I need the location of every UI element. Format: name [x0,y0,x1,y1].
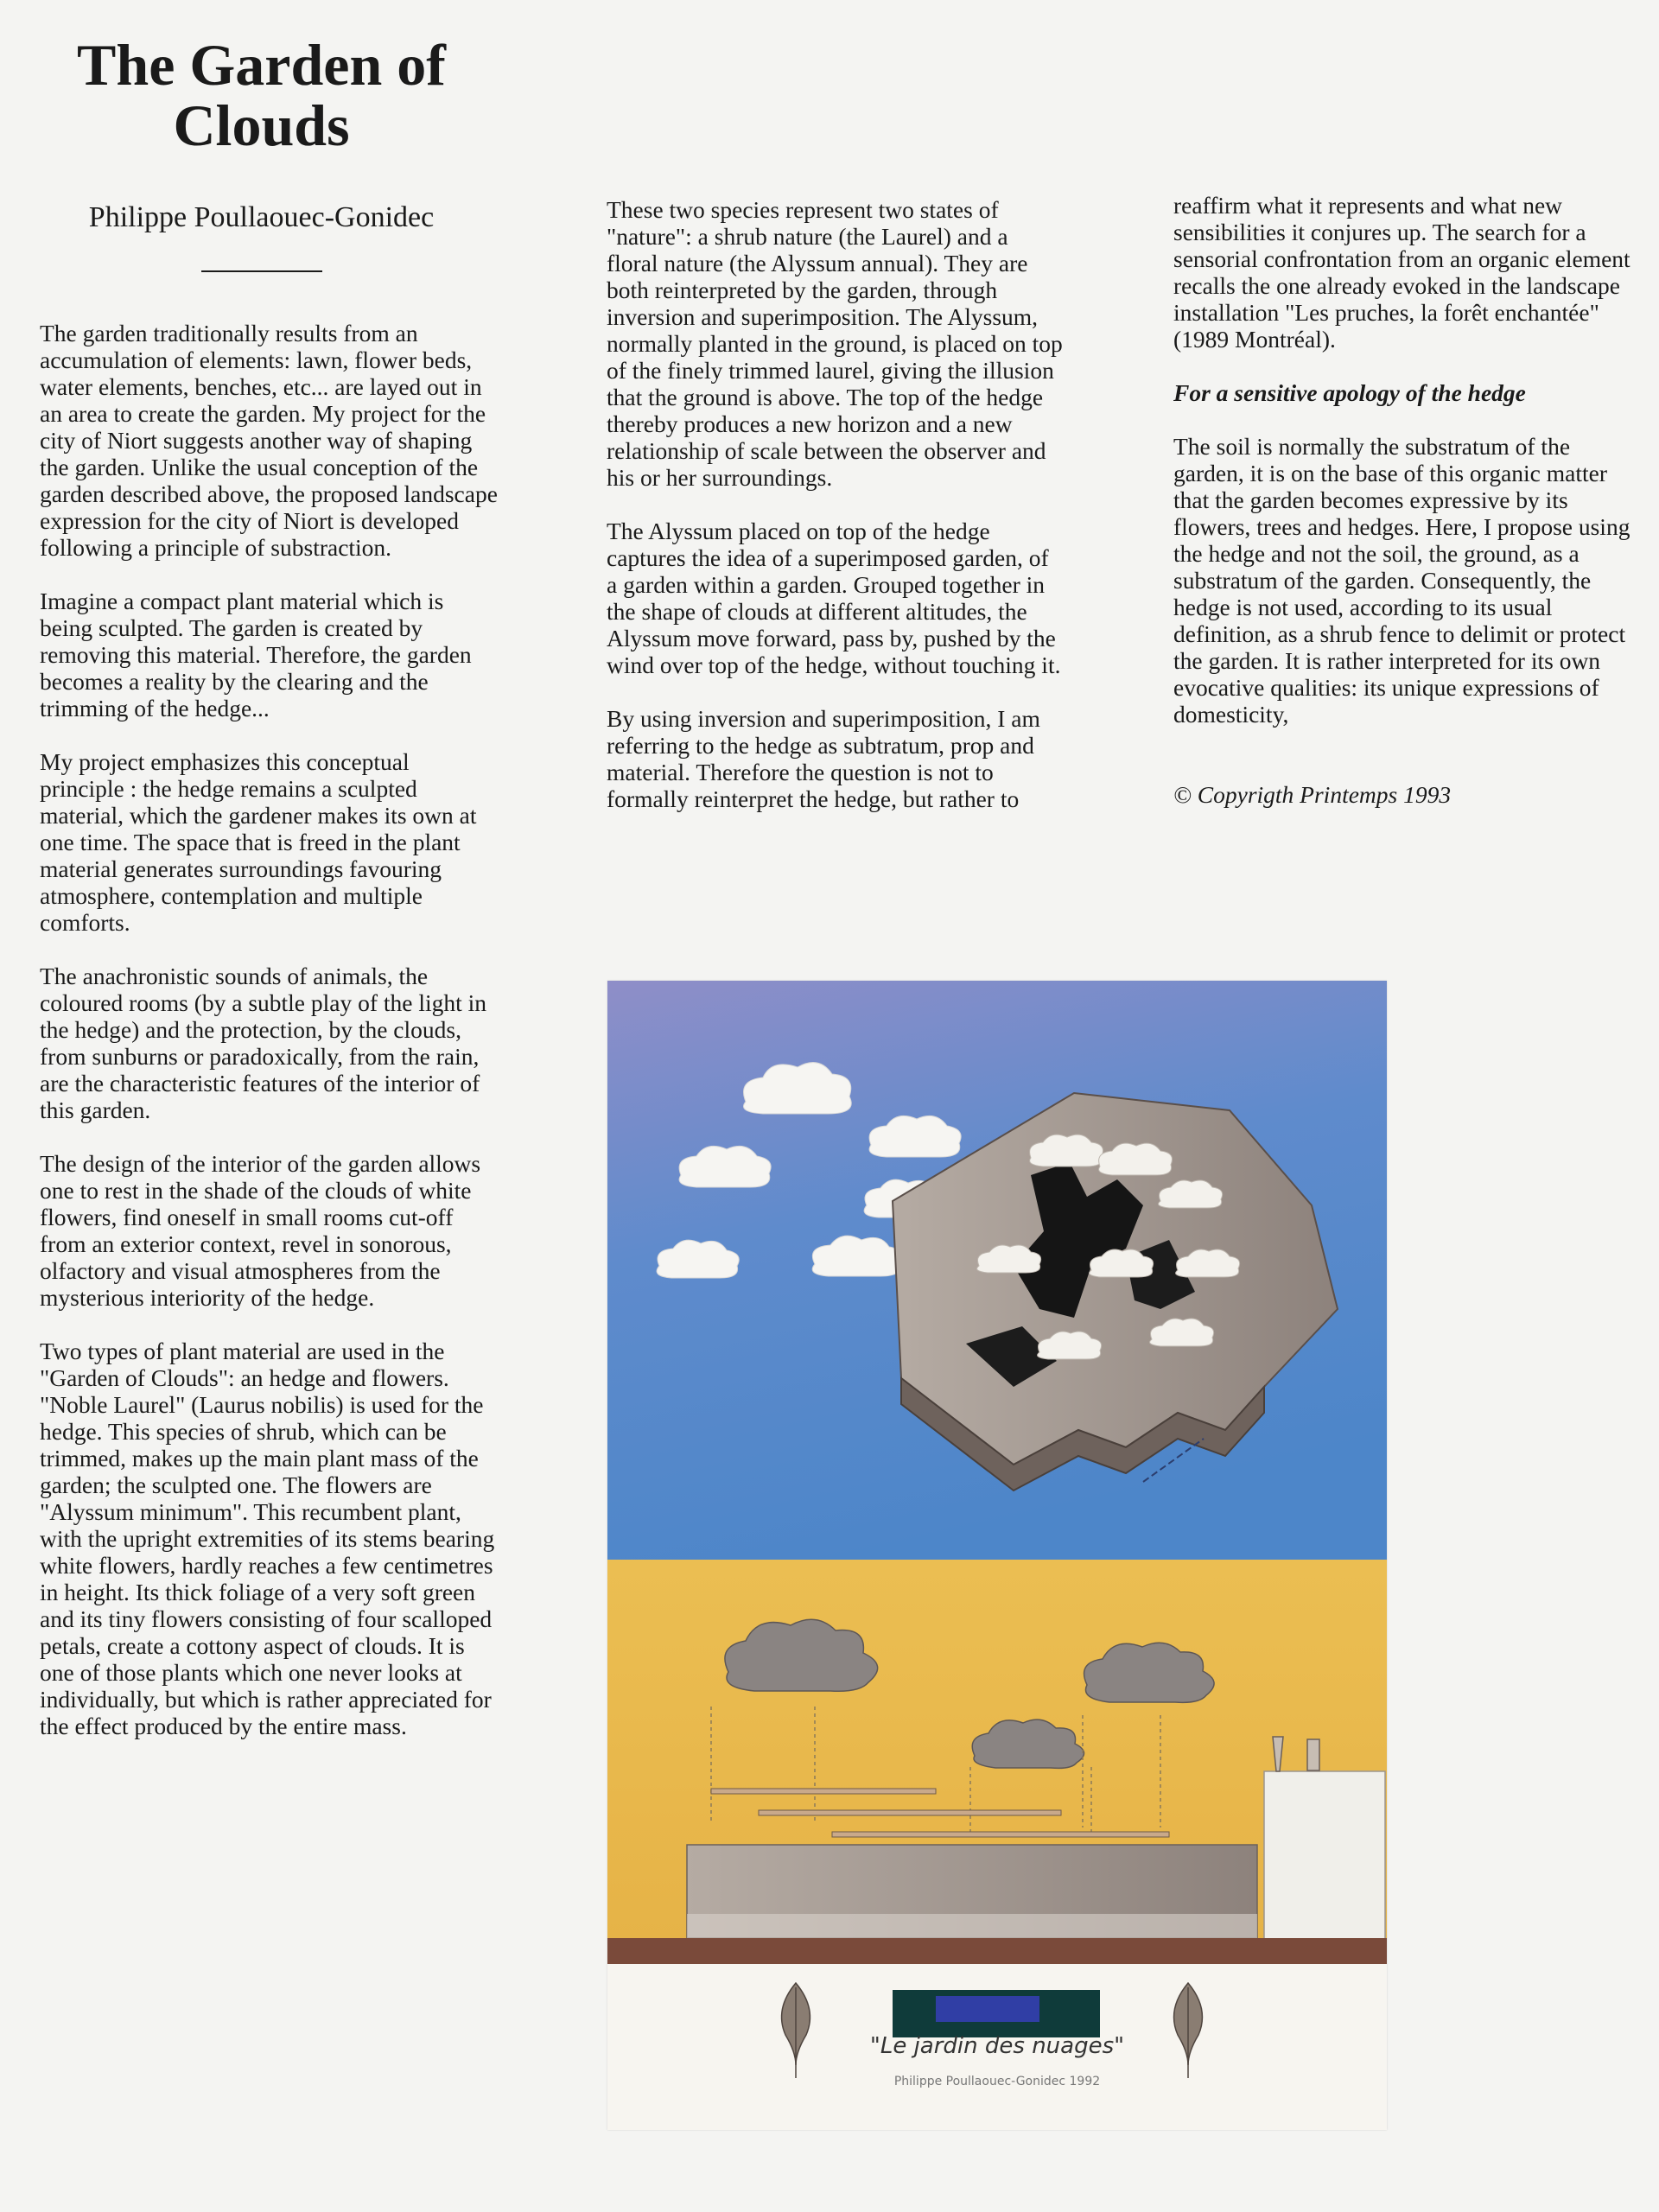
paragraph: Two types of plant material are used in the "Garden of Clouds": an hedge and flowers. "Noble Laurel" (Laurus nobilis) is used for the hedge. This species of shrub, which can be trimmed, makes up the main plant mass of the garden; the sculpted one. The flowers are "Alyssum minimum". This recumbent plant, with the upright extremities of its stems bearing white flowers, hardly reaches a few centimetres in height. Its thick foliage of a very soft green and its tiny flowers consisting of four scalloped petals, create a cottony aspect of clouds. It is one of those plants which one never looks at individually, but which is rather appreciated for the effect produced by the entire mass. [40,1338,495,1739]
section-subheading: For a sensitive apology of the hedge [1173,379,1526,406]
paragraph: reaffirm what it represents and what new sensibilities it conjures up. The search for a sensorial confrontation from an organic element recalls the one already evoked in the landscape installation "Les pruches, la forêt enchantée" (1989 Montréal). [1173,192,1630,353]
text-column-1 [40,320,498,1766]
paragraph: The soil is normally the substratum of the garden, it is on the base of this organic matter that the garden becomes expressive by its flowers, trees and hedges. Here, I propose using the hedge and not the soil, the ground, as a substratum of the garden. Consequently, the hedge is not used, according to its usual definition, as a shrub fence to delimit or protect the garden. It is rather interpreted for its own evocative qualities: its unique expressions of domesticity, [1173,433,1630,728]
garden-illustration [607,981,1387,2130]
house-elevation [1264,1771,1385,1940]
illustration-drawing [607,981,1387,2130]
paragraph: The anachronistic sounds of animals, the coloured rooms (by a subtle play of the light in the hedge) and the protection, by the clouds, from sunburns or paradoxically, from the rain, are the characteristic features of the interior of this garden. [40,963,487,1123]
paragraph: My project emphasizes this conceptual principle : the hedge remains a sculpted material, which the gardener makes its own at one time. The space that is freed in the plant material generates surroundings favouring atmosphere, contemplation and multiple comforts. [40,748,477,936]
leaf-icon-left [782,1983,810,2078]
paragraph: The design of the interior of the garden allows one to rest in the shade of the clouds of white flowers, find oneself in small rooms cut-off from an exterior context, revel in sonorous, olfactory and visual atmospheres from the mysterious interiority of the hedge. [40,1150,481,1311]
title-divider [201,270,322,272]
plan-inset-flowers [936,1996,1039,2022]
page-title: The Garden of Clouds [77,32,446,158]
paragraph: These two species represent two states of "nature": a shrub nature (the Laurel) and a floral nature (the Alyssum annual). They are both reinterpreted by the garden, through inversion and superimposition. The Alyssum, normally planted in the ground, is placed on top of the finely trimmed laurel, giving the illusion that the ground is above. The top of the hedge thereby produces a new horizon and a new relationship of scale between the observer and his or her surroundings. [607,196,1063,491]
illustration-caption: "Le jardin des nuages" [869,2033,1125,2059]
earth-band [607,1938,1387,1964]
hedge-base [687,1914,1257,1938]
copyright-notice: © Copyrigth Printemps 1993 [1173,781,1452,808]
paragraph: By using inversion and superimposition, I am referring to the hedge as subtratum, prop and material. Therefore the question is not to formally reinterpret the hedge, but rather to [607,705,1040,812]
author-name: Philippe Poullaouec-Gonidec [88,201,435,233]
text-column-3 [1173,192,1636,835]
paragraph: Imagine a compact plant material which is being sculpted. The garden is created by removing this material. Therefore, the garden becomes a reality by the clearing and the trimming of the hedge... [40,588,472,721]
text-column-2 [607,196,1065,839]
illustration-signature: Philippe Poullaouec-Gonidec 1992 [893,2075,1101,2088]
leaf-icon-right [1174,1983,1203,2078]
paragraph: The garden traditionally results from an accumulation of elements: lawn, flower beds, water elements, benches, etc... are layed out in an area to create the garden. My project for the city of Niort suggests another way of shaping the garden. Unlike the usual conception of the garden described above, the proposed landscape expression for the city of Niort is developed following a principle of substraction. [40,320,498,561]
paragraph: The Alyssum placed on top of the hedge captures the idea of a superimposed garden, of a garden within a garden. Grouped together in the shape of clouds at different altitudes, the Alyssum move forward, pass by, pushed by the wind over top of the hedge, without touching it. [607,518,1061,678]
